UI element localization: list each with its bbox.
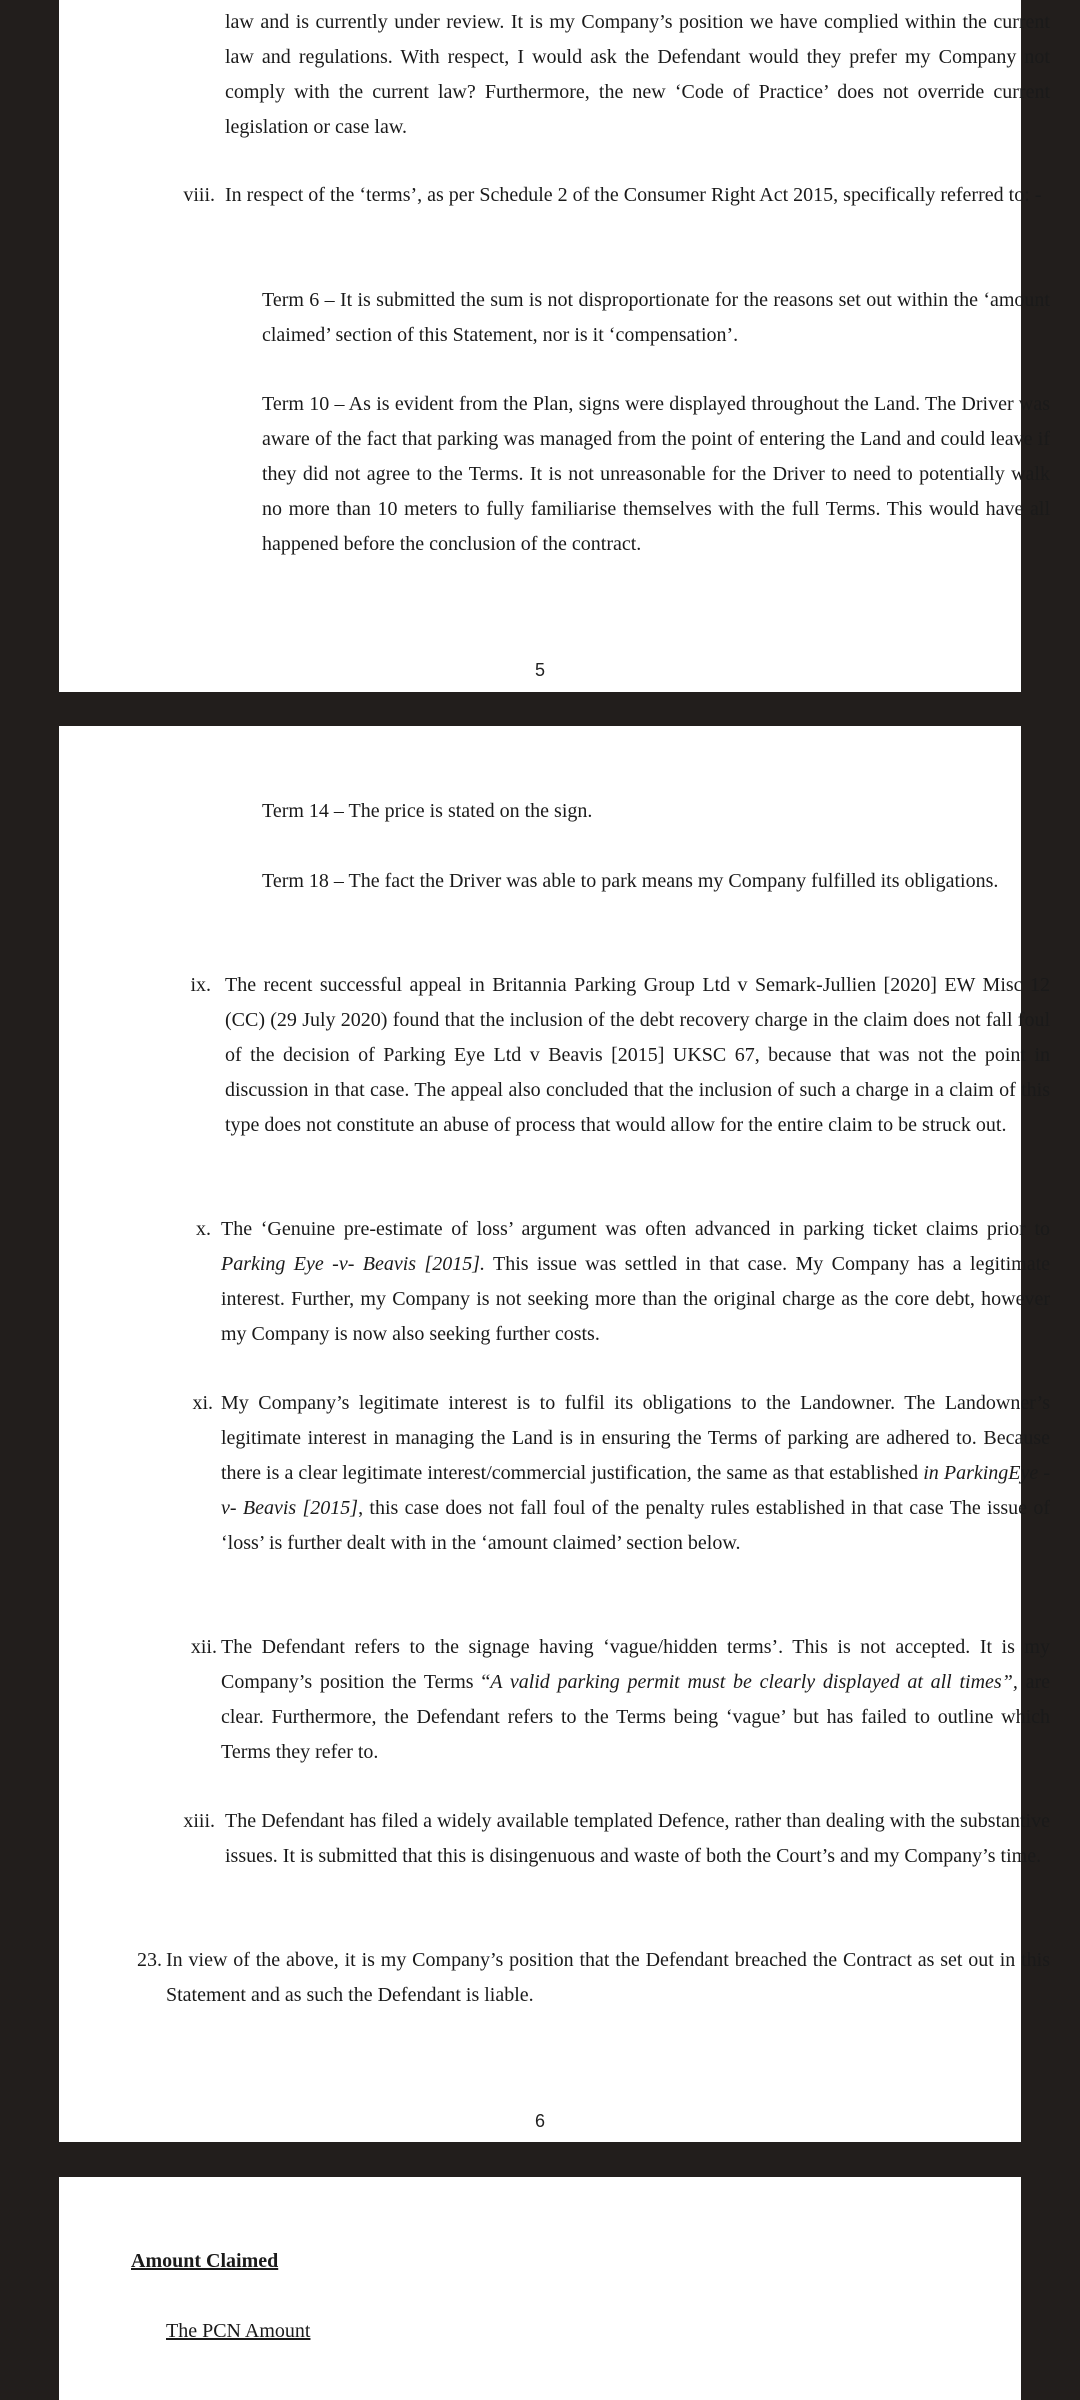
page-number: 6 — [534, 2111, 545, 2131]
page-number: 5 — [534, 660, 545, 680]
term-6-paragraph — [262, 283, 1050, 353]
list-number: xii. — [190, 1636, 217, 1658]
term-10-paragraph — [262, 387, 1050, 562]
list-item-viii — [183, 178, 1050, 213]
list-item-text: The ‘Genuine pre-estimate of loss’ argument was often advanced in parking ticket claims prior to Parking Eye -v- Beavis [2015]. This issue was settled in that case. My Company has a legitimate interest. Further, my Company is not seeking more than the original charge as the core debt, however my Company is now also seeking further costs. — [221, 1218, 1051, 1345]
list-number: xiii. — [183, 1810, 215, 1832]
list-item-ix — [190, 968, 1050, 1143]
list-item-text: The Defendant refers to the signage having ‘vague/hidden terms’. This is not accepted. It is my Company’s position the Terms “A valid parking permit must be clearly displayed at all times”, are clear. Furthermore, the Defendant refers to the Terms being ‘vague’ but has failed to outline which Terms they refer to. — [221, 1636, 1050, 1763]
list-number: ix. — [190, 974, 211, 996]
list-item-text: My Company’s legitimate interest is to fulfil its obligations to the Landowner. The Landowner’s legitimate interest in managing the Land is in ensuring the Terms of parking are adhered to. Because there is a clear legitimate interest/commercial justification, the same as that established in ParkingEye -v- Beavis [2015], this case does not fall foul of the penalty rules established in that case The issue of ‘loss’ is further dealt with in the ‘amount claimed’ section below. — [221, 1392, 1051, 1554]
list-number: x. — [196, 1218, 211, 1240]
paragraph-number: 23. — [137, 1949, 162, 1971]
paragraph-text: law and is currently under review. It is my Company’s position we have complied within the current law and regulations. With respect, I would ask the Defendant would they prefer my Company not comply with the current law? Furthermore, the new ‘Code of Practice’ does not override current legislation or case law. — [225, 11, 1050, 138]
case-citation: Parking Eye -v- Beavis [2015]. — [221, 1253, 485, 1275]
document-page-6 — [59, 726, 1051, 2142]
paragraph-text: Term 10 – As is evident from the Plan, signs were displayed throughout the Land. The Driver was aware of the fact that parking was managed from the point of entering the Land and could leave if they did not agree to the Terms. It is not unreasonable for the Driver to need to potentially walk no more than 10 meters to fully familiarise themselves with the full Terms. This would have all happened before the conclusion of the contract. — [262, 393, 1050, 555]
list-item-xii — [190, 1630, 1050, 1770]
list-number: viii. — [183, 184, 215, 206]
term-18-paragraph — [262, 864, 1050, 899]
paragraph-text: Term 18 – The fact the Driver was able to park means my Company fulfilled its obligations. — [262, 870, 999, 892]
paragraph-text: Term 14 – The price is stated on the sign. — [262, 800, 593, 822]
term-14-paragraph — [262, 794, 1050, 829]
subsection-heading: The PCN Amount — [166, 2320, 311, 2342]
list-number: xi. — [192, 1392, 213, 1414]
paragraph-text: In view of the above, it is my Company’s position that the Defendant breached the Contract as set out in this Statement and as such the Defendant is liable. — [166, 1949, 1050, 2006]
document-page-5 — [59, 0, 1050, 692]
list-item-xi — [192, 1386, 1051, 1561]
list-item-text: In respect of the ‘terms’, as per Schedule 2 of the Consumer Right Act 2015, specifically referred to: - — [225, 184, 1042, 206]
list-item-text: The recent successful appeal in Britannia Parking Group Ltd v Semark-Jullien [2020] EW Misc 12 (CC) (29 July 2020) found that the inclusion of the debt recovery charge in the claim does not fall foul of the decision of Parking Eye Ltd v Beavis [2015] UKSC 67, because that was not the point in discussion in that case. The appeal also concluded that the inclusion of such a charge in a claim of this type does not constitute an abuse of process that would allow for the entire claim to be struck out. — [225, 974, 1050, 1136]
paragraph-text: Term 6 – It is submitted the sum is not disproportionate for the reasons set out within the ‘amount claimed’ section of this Statement, nor is it ‘compensation’. — [262, 289, 1050, 346]
document-page-7 — [59, 2177, 1021, 2400]
paragraph-continuation — [225, 5, 1050, 145]
case-citation: in ParkingEye -v- Beavis [2015] — [221, 1462, 1051, 1519]
list-item-text: The Defendant has filed a widely available templated Defence, rather than dealing with the substantive issues. It is submitted that this is disingenuous and waste of both the Court’s and my Company’s time. — [225, 1810, 1050, 1867]
paragraph-23 — [137, 1943, 1050, 2013]
list-item-xiii — [183, 1804, 1050, 1874]
list-item-x — [196, 1212, 1051, 1352]
section-heading: Amount Claimed — [131, 2250, 279, 2272]
quoted-term: A valid parking permit must be clearly displayed at all times”, — [490, 1671, 1018, 1693]
